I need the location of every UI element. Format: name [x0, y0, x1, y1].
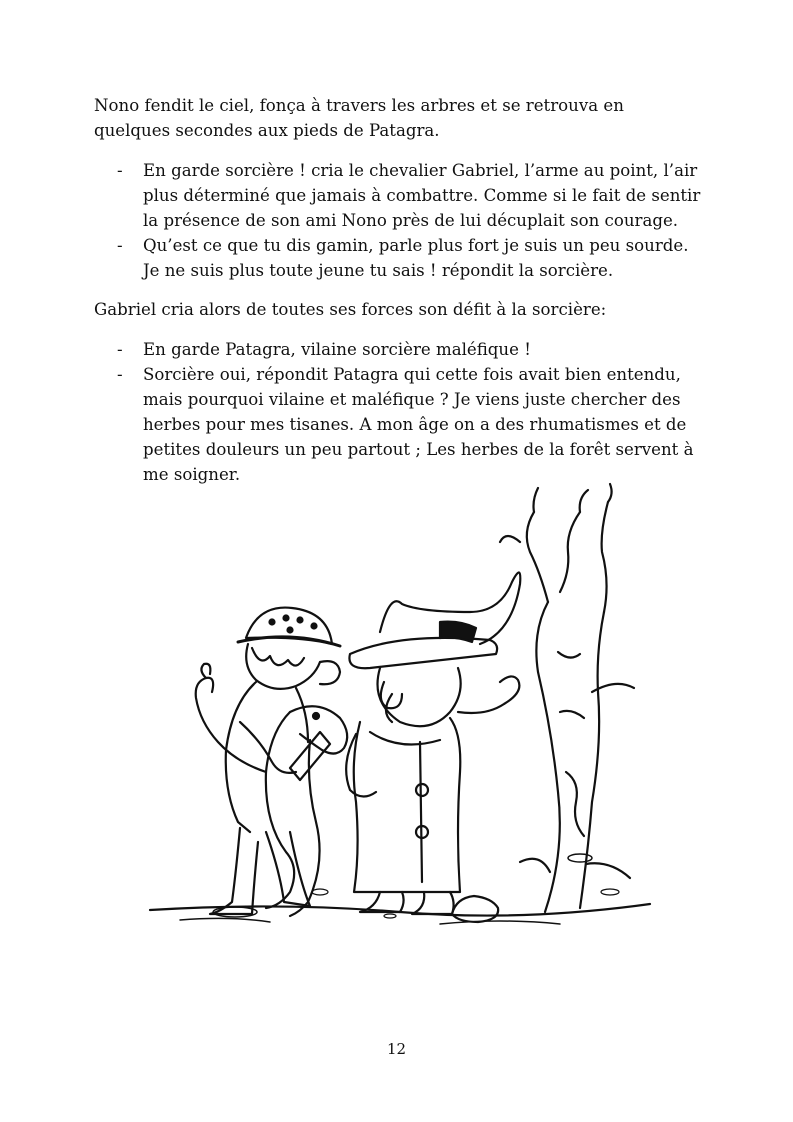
rock [452, 896, 498, 922]
dialogue-text: En garde Patagra, vilaine sorcière maléfique ! [143, 340, 531, 359]
dialogue-dash: - [117, 161, 123, 180]
dialogue-block-2 [94, 337, 704, 487]
dialogue-text: Qu’est ce que tu dis gamin, parle plus fort je suis un peu sourde. Je ne suis plus toute jeune tu sais ! répondit la sorcière. [143, 236, 689, 280]
dialogue-dash: - [117, 340, 123, 359]
knight-gabriel [210, 608, 340, 914]
dialogue-dash: - [117, 365, 123, 384]
dialogue-line [94, 158, 704, 233]
dialogue-dash: - [117, 236, 123, 255]
witch-patagra [346, 572, 520, 914]
gnarled-tree [500, 484, 634, 912]
paragraph-nono: Nono fendit le ciel, fonça à travers les arbres et se retrouva en quelques secondes aux pieds de Patagra. [94, 96, 624, 140]
illustration [140, 472, 660, 940]
dragon-nono [196, 664, 347, 916]
dialogue-line [94, 233, 704, 283]
paragraph-gabriel: Gabriel cria alors de toutes ses forces son défit à la sorcière: [94, 300, 607, 319]
dialogue-text: Sorcière oui, répondit Patagra qui cette fois avait bien entendu, mais pourquoi vilaine et maléfique ? Je viens juste chercher des herbes pour mes tisanes. A mon âge on a des rhumatismes et de petites douleurs un peu partout ; Les herbes de la forêt servent à me soigner. [143, 365, 694, 484]
dialogue-block-1 [94, 158, 704, 283]
dialogue-line [94, 337, 704, 362]
dialogue-line [94, 362, 704, 487]
dialogue-text: En garde sorcière ! cria le chevalier Gabriel, l’arme au point, l’air plus déterminé que jamais à combattre. Comme si le fait de sentir la présence de son ami Nono près de lui décuplait son courage. [143, 161, 701, 230]
page-number: 12 [386, 1040, 407, 1058]
